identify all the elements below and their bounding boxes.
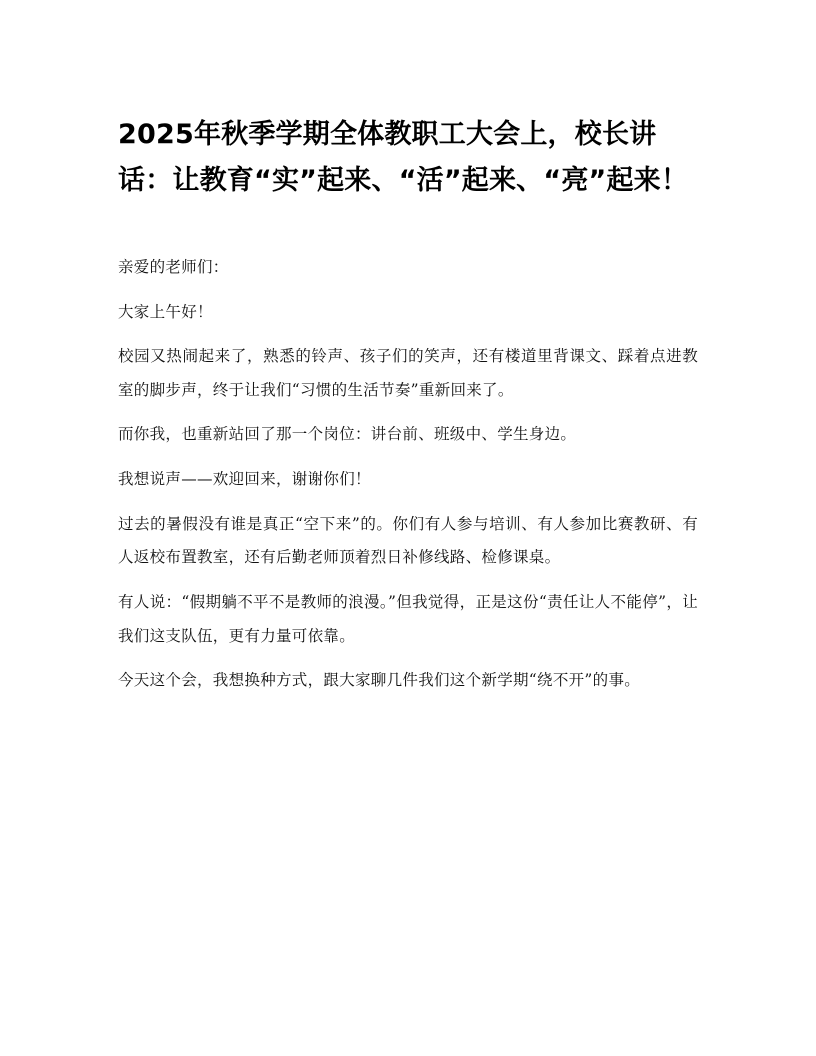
paragraph: 校园又热闹起来了，熟悉的铃声、孩子们的笑声，还有楼道里背课文、踩着点进教室的脚步声，终于让我们“习惯的生活节奏”重新回来了。 (118, 347, 698, 399)
paragraph: 今天这个会，我想换种方式，跟大家聊几件我们这个新学期“绕不开”的事。 (118, 671, 641, 690)
document-body (118, 251, 698, 698)
paragraph: 有人说：“假期躺不平不是教师的浪漫。”但我觉得，正是这份“责任让人不能停”，让我们这支队伍，更有力量可依靠。 (118, 592, 698, 645)
paragraph: 亲爱的老师们： (118, 257, 229, 276)
paragraph: 我想说声——欢迎回来，谢谢你们！ (118, 470, 371, 488)
page-title: 2025年秋季学期全体教职工大会上，校长讲话：让教育“实”起来、“活”起来、“亮”起来！ (118, 119, 689, 197)
paragraph: 大家上午好！ (118, 302, 213, 321)
paragraph: 过去的暑假没有谁是真正“空下来”的。你们有人参与培训、有人参加比赛教研、有人返校布置教室，还有后勤老师顶着烈日补修线路、检修课桌。 (118, 514, 698, 567)
paragraph: 而你我，也重新站回了那一个岗位：讲台前、班级中、学生身边。 (118, 425, 577, 444)
